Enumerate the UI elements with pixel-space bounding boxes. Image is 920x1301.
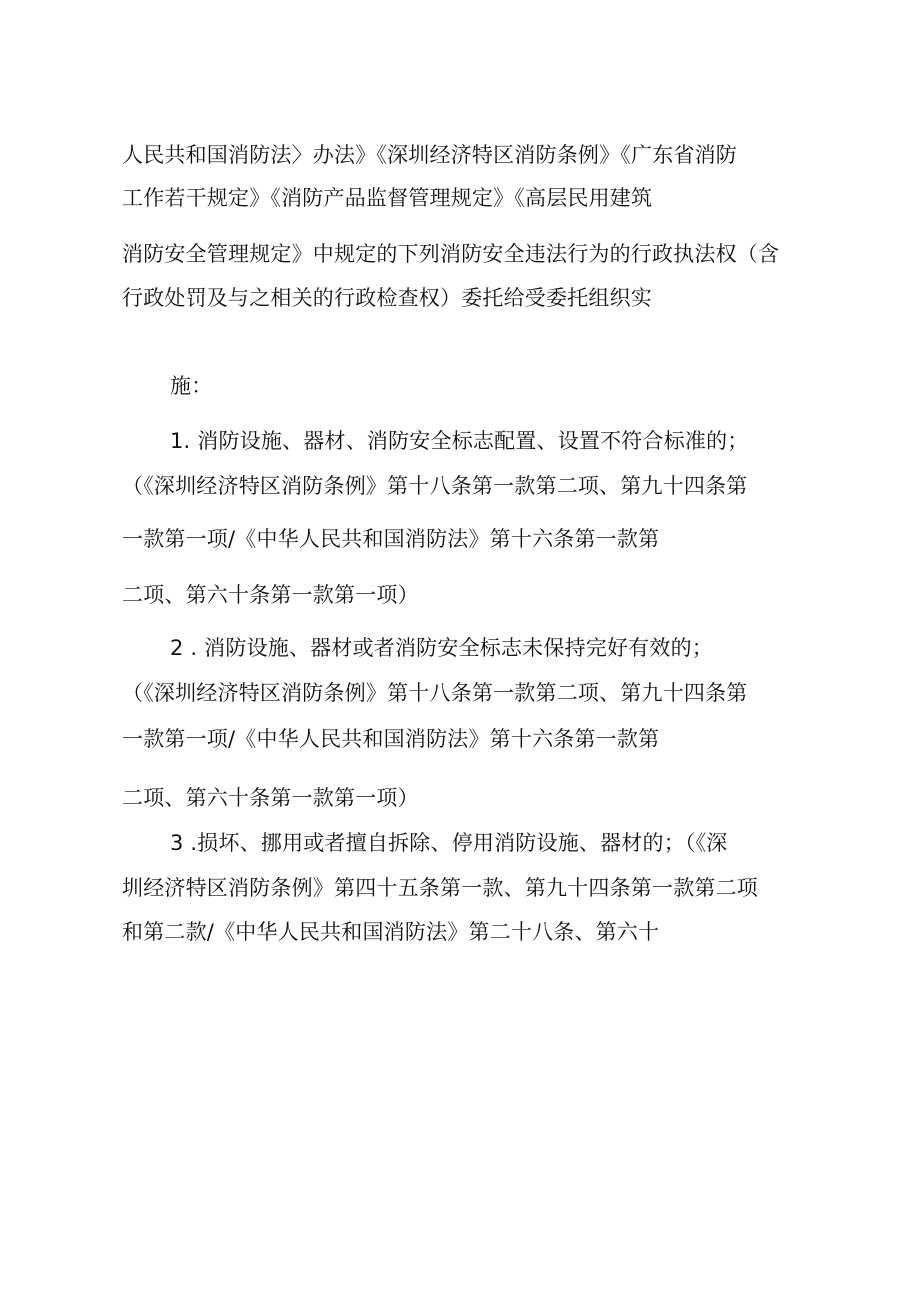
item-2-citation-line-1: （《深圳经济特区消防条例》第十八条第一款第二项、第九十四条第 — [122, 681, 748, 705]
item-2-citation-line-2: 一款第一项/《中华人民共和国消防法》第十六条第一款第 — [122, 727, 660, 751]
item-1-citation-line-3: 二项、第六十条第一款第一项） — [122, 583, 419, 607]
text-line-1: 人民共和国消防法〉办法》《深圳经济特区消防条例》《广东省消防 — [122, 143, 737, 167]
item-1-title: 1. 消防设施、器材、消防安全标志配置、设置不符合标准的； — [170, 429, 749, 453]
item-2-title: 2 . 消防设施、器材或者消防安全标志未保持完好有效的； — [170, 636, 713, 660]
item-1-citation-line-1: （《深圳经济特区消防条例》第十八条第一款第二项、第九十四条第 — [122, 474, 748, 498]
text-line-5: 施： — [170, 374, 213, 398]
text-line-4: 行政处罚及与之相关的行政检查权）委托给受委托组织实 — [122, 286, 652, 310]
item-3-title: 3 .损坏、挪用或者擅自拆除、停用消防设施、器材的；（《深 — [170, 831, 728, 855]
item-2-citation-line-3: 二项、第六十条第一款第一项） — [122, 786, 419, 810]
item-1-citation-line-2: 一款第一项/《中华人民共和国消防法》第十六条第一款第 — [122, 527, 660, 551]
item-3-citation-line-2: 和第二款/《中华人民共和国消防法》第二十八条、第六十 — [122, 920, 660, 944]
text-line-3: 消防安全管理规定》中规定的下列消防安全违法行为的行政执法权（含 — [122, 242, 780, 266]
item-3-citation-line-1: 圳经济特区消防条例》第四十五条第一款、第九十四条第一款第二项 — [122, 876, 758, 900]
text-line-2: 工作若干规定》《消防产品监督管理规定》《高层民用建筑 — [122, 186, 653, 210]
